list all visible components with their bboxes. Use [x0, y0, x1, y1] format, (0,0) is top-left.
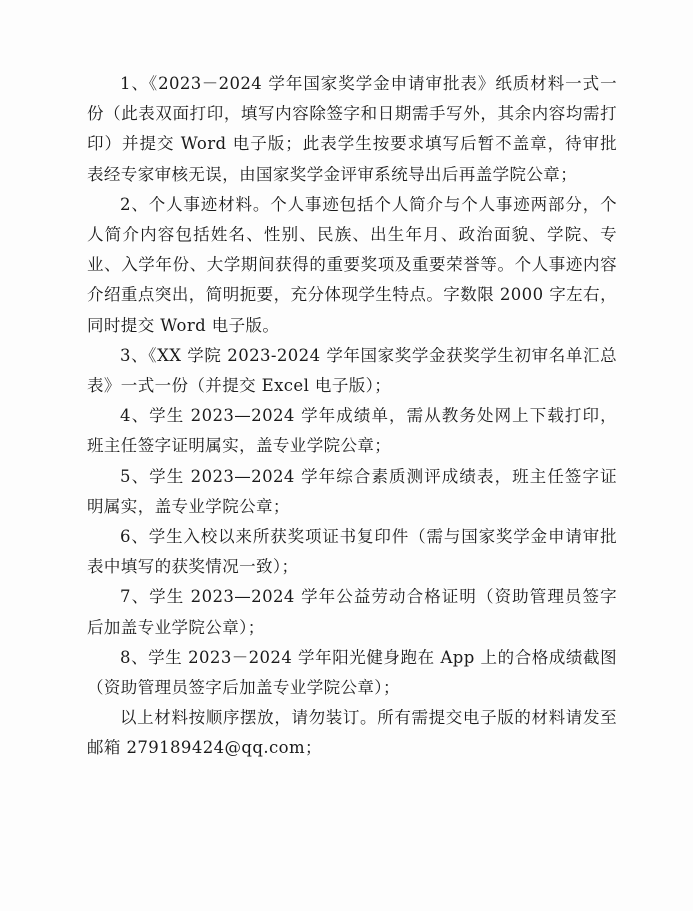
paragraph-summary-table: 3、《XX 学院 2023-2024 学年国家奖学金获奖学生初审名单汇总表》一式一份（并提交 Excel 电子版）； — [87, 345, 617, 396]
paragraph-personal-deeds: 2、个人事迹材料。个人事迹包括个人简介与个人事迹两部分，个人简介内容包括姓名、性别、民族、出生年月、政治面貌、学院、专业、入学年份、大学期间获得的重要奖项及重要荣誉等。个人事迹内容介绍重点突出，简明扼要，充分体现学生特点。字数限 2000 字左右，同时提交 Word 电子版。 — [87, 194, 617, 335]
paragraph-public-labor: 7、学生 2023—2024 学年公益劳动合格证明（资助管理员签字后加盖专业学院公章）； — [87, 587, 617, 637]
document-body — [87, 69, 617, 764]
paragraph-quality-assessment: 5、学生 2023—2024 学年综合素质测评成绩表，班主任签字证明属实，盖专业学院公章； — [87, 466, 617, 516]
paragraph-sunshine-run: 8、学生 2023－2024 学年阳光健身跑在 App 上的合格成绩截图（资助管理员签字后加盖专业学院公章）； — [87, 647, 617, 698]
paragraph-national-scholarship-form: 1、《2023－2024 学年国家奖学金申请审批表》纸质材料一式一份（此表双面打印，填写内容除签字和日期需手写外，其余内容均需打印）并提交 Word 电子版；此表学生按要求填写后暂不盖章，待审批表经专家审核无误，由国家奖学金评审系统导出后再盖学院公章； — [87, 74, 617, 184]
paragraph-certificates: 6、学生入校以来所获奖项证书复印件（需与国家奖学金申请审批表中填写的获奖情况一致）； — [87, 527, 617, 577]
paragraph-transcript: 4、学生 2023—2024 学年成绩单，需从教务处网上下载打印，班主任签字证明属实，盖专业学院公章； — [87, 406, 617, 456]
paragraph-submission-instructions: 以上材料按顺序摆放，请勿装订。所有需提交电子版的材料请发至邮箱 279189424@qq.com； — [87, 708, 617, 758]
